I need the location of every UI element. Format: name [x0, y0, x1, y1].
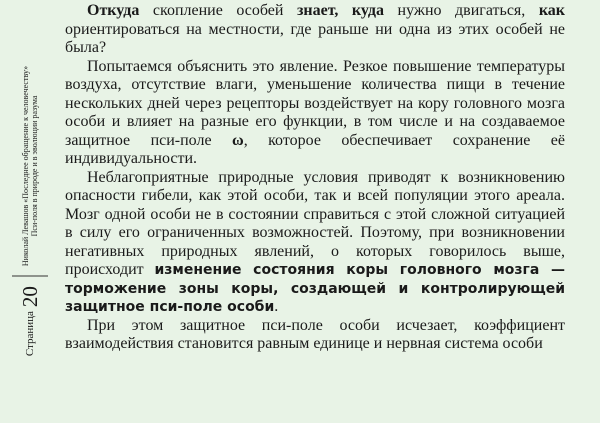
paragraph: [65, 58, 565, 169]
sidebar-rotated: [8, 0, 52, 423]
text-run: скопление особей: [139, 2, 297, 19]
highlighted-text: изменение состояния коры головного мозга — торможение зоны коры, создающей и контролирующей защитное пси-поле особи: [65, 262, 565, 315]
bold-text: знает, куда: [297, 2, 385, 19]
text-run: Неблагоприятные природные условия приводят к возникновению опасности гибели, как этой особи, так и всей популяции этого ареала. Мозг одной особи не в состоянии справиться с этой сложной ситуацией в силу его ограниченных возможностей. Поэтому, при возникновении негативных природных явлений, о которых говорилось выше, происходит: [65, 168, 565, 278]
book-chapter-title: Пси-поля в природе и в эволюции разума: [30, 95, 39, 237]
text-run: ориентироваться на местности, где раньше ни одна из этих особей не была?: [65, 20, 565, 56]
paragraph: [65, 317, 565, 354]
sidebar-divider: [12, 275, 48, 276]
bold-text: Откуда: [87, 2, 140, 19]
page-number: 20: [17, 286, 42, 308]
book-info: [21, 66, 40, 266]
text-run: Попытаемся объяснить это явление. Резкое повышение температуры воздуха, отсутствие влаги, уменьшение количества пищи в течение нескольких дней через рецепторы воздействует на кору головного мозга особи и влияет на разные его функции, в том числе и на создаваемое защитное пси-поле: [65, 57, 565, 149]
page-sidebar: [0, 0, 60, 423]
text-run: .: [274, 298, 279, 315]
page-label: Страница: [24, 311, 36, 357]
paragraph: [65, 169, 565, 317]
bold-text: как: [538, 2, 566, 19]
text-run: При этом защитное пси-поле особи исчезает, коэффициент взаимодействия становится равным единице и нервная система особи: [65, 316, 565, 352]
page-body: [65, 2, 565, 354]
book-author-title: Николай Левашов «Последнее обращение к человечеству»: [20, 65, 30, 267]
text-run: , которое обеспечивает сохранение её индивидуальности.: [65, 131, 566, 167]
paragraph: [65, 2, 565, 58]
bold-text: ω: [231, 131, 244, 149]
text-run: нужно двигаться,: [384, 2, 539, 19]
